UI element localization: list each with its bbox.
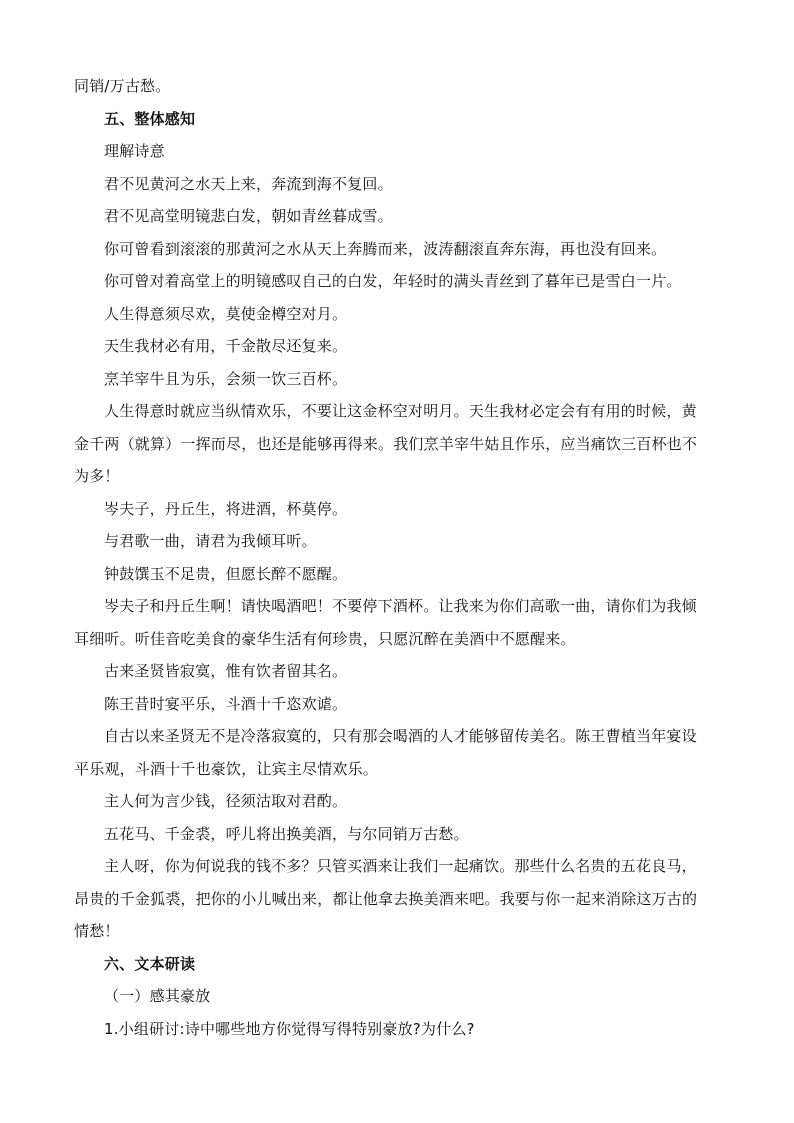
- translation-line: 你可曾对着高堂上的明镜感叹自己的白发，年轻时的满头青丝到了暮年已是雪白一片。: [104, 272, 682, 290]
- text-line: 同销/万古愁。: [74, 77, 171, 95]
- translation-line: 人生得意时就应当纵情欢乐，不要让这金杯空对明月。天生我材必定会有有用的时候，黄: [104, 402, 697, 420]
- translation-line: 为多！: [74, 467, 120, 485]
- poem-line: 钟鼓馔玉不足贵，但愿长醉不愿醒。: [104, 565, 348, 583]
- section-heading: 六、文本研读: [104, 955, 196, 973]
- translation-line: 自古以来圣贤无不是冷落寂寞的，只有那会喝酒的人才能够留传美名。陈王曹植当年宴设: [104, 727, 697, 745]
- translation-line: 金千两（就算）一挥而尽，也还是能够再得来。我们烹羊宰牛姑且作乐，应当痛饮三百杯也不: [74, 435, 698, 453]
- subsection-label: 理解诗意: [104, 142, 165, 160]
- poem-line: 与君歌一曲，请君为我倾耳听。: [104, 532, 317, 550]
- poem-line: 君不见黄河之水天上来，奔流到海不复回。: [104, 175, 393, 193]
- translation-line: 平乐观，斗酒十千也豪饮，让宾主尽情欢乐。: [74, 760, 379, 778]
- subsection-label: （一）感其豪放: [104, 987, 211, 1005]
- translation-line: 耳细听。听佳音吃美食的豪华生活有何珍贵，只愿沉醉在美酒中不愿醒来。: [74, 630, 576, 648]
- poem-line: 古来圣贤皆寂寞，惟有饮者留其名。: [104, 662, 348, 680]
- poem-line: 君不见高堂明镜悲白发，朝如青丝暮成雪。: [104, 207, 393, 225]
- poem-line: 五花马、千金裘，呼儿将出换美酒，与尔同销万古愁。: [104, 825, 469, 843]
- poem-line: 主人何为言少钱，径须沽取对君酌。: [104, 792, 348, 810]
- translation-line: 昂贵的千金狐裘，把你的小儿喊出来，都让他拿去换美酒来吧。我要与你一起来消除这万古的: [74, 890, 698, 908]
- poem-line: 陈王昔时宴平乐，斗酒十千恣欢谑。: [104, 695, 348, 713]
- poem-line: 天生我材必有用，千金散尽还复来。: [104, 337, 348, 355]
- poem-line: 烹羊宰牛且为乐，会须一饮三百杯。: [104, 370, 348, 388]
- translation-line: 你可曾看到滚滚的那黄河之水从天上奔腾而来，波涛翻滚直奔东海，再也没有回来。: [104, 240, 667, 258]
- poem-line: 人生得意须尽欢，莫使金樽空对月。: [104, 305, 348, 323]
- translation-line: 情愁！: [74, 922, 120, 940]
- poem-line: 岑夫子，丹丘生，将进酒，杯莫停。: [104, 500, 348, 518]
- translation-line: 主人呀，你为何说我的钱不多？只管买酒来让我们一起痛饮。那些什么名贵的五花良马，: [104, 857, 697, 875]
- section-heading: 五、整体感知: [104, 110, 196, 128]
- question-line: 1.小组研讨:诗中哪些地方你觉得写得特别豪放?为什么?: [104, 1020, 475, 1038]
- translation-line: 岑夫子和丹丘生啊！请快喝酒吧！不要停下酒杯。让我来为你们高歌一曲，请你们为我倾: [104, 597, 697, 615]
